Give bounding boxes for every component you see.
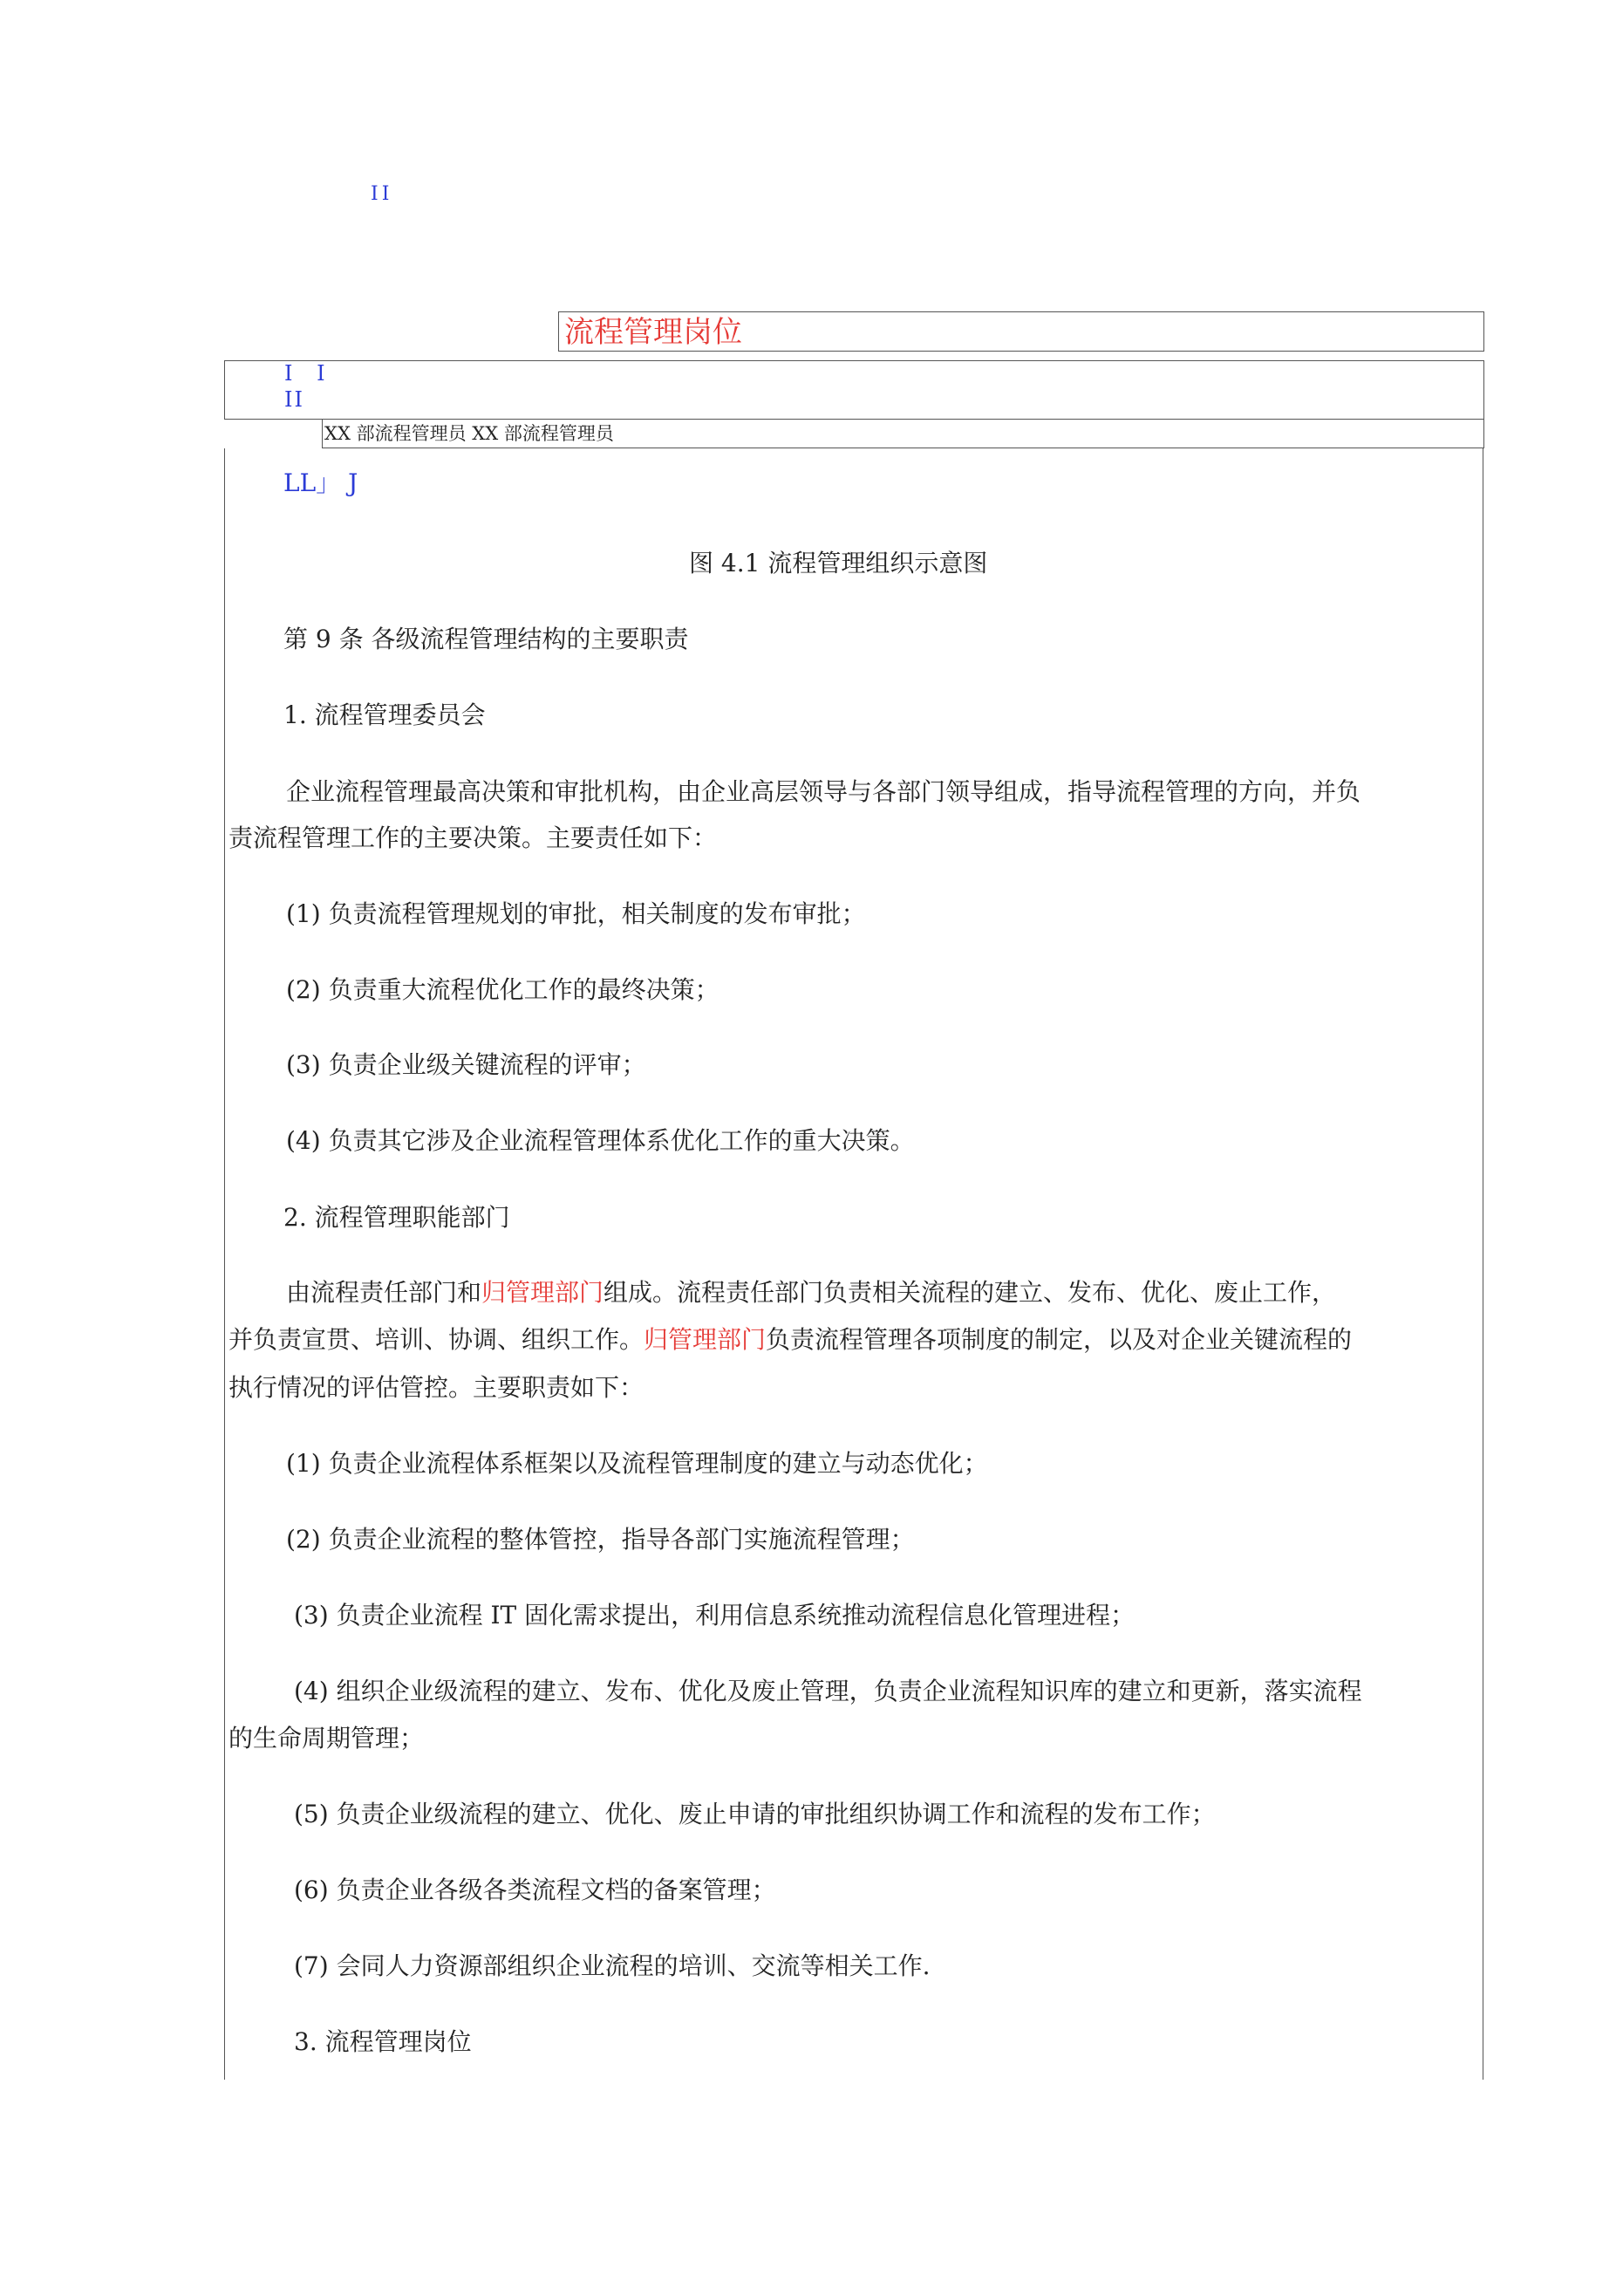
section2-p1-text-b: 组成。流程责任部门负责相关流程的建立、发布、优化、废止工作， xyxy=(604,1278,1337,1307)
section2-item-5: (5) 负责企业级流程的建立、优化、废止申请的审批组织协调工作和流程的发布工作； xyxy=(294,1800,1216,1828)
section2-p2-highlight: 归管理部门 xyxy=(644,1325,767,1354)
section2-para-line2 xyxy=(228,1315,1352,1364)
mark-line-1: I I xyxy=(284,361,334,386)
section1-item-4: (4) 负责其它涉及企业流程管理体系优化工作的重大决策。 xyxy=(286,1126,915,1155)
ll-mark: LL」 J xyxy=(283,468,358,497)
section2-p1-text-a: 由流程责任部门和 xyxy=(286,1278,482,1307)
section1-item-3: (3) 负责企业级关键流程的评审； xyxy=(286,1050,646,1079)
figure-caption: 图 4.1 流程管理组织示意图 xyxy=(689,549,988,577)
article-heading: 第 9 条 各级流程管理结构的主要职责 xyxy=(283,625,689,653)
section1-intro-line2: 责流程管理工作的主要决策。主要责任如下： xyxy=(228,823,718,852)
section2-item-4: (4) 组织企业级流程的建立、发布、优化及废止管理，负责企业流程知识库的建立和更新，落实流程 xyxy=(294,1677,1362,1705)
xx-row-text: XX 部流程管理员 XX 部流程管理员 xyxy=(324,423,614,444)
mark-row xyxy=(224,360,1484,420)
section2-item-4-cont: 的生命周期管理； xyxy=(228,1724,425,1753)
mark-line-2: II xyxy=(284,387,304,412)
top-mark: II xyxy=(371,183,393,205)
section1-heading: 1. 流程管理委员会 xyxy=(283,700,486,729)
section2-item-7: (7) 会同人力资源部组织企业流程的培训、交流等相关工作. xyxy=(294,1951,931,1980)
section2-item-3: (3) 负责企业流程 IT 固化需求提出，利用信息系统推动流程信息化管理进程； xyxy=(294,1601,1135,1630)
section2-heading: 2. 流程管理职能部门 xyxy=(283,1203,510,1232)
section2-p1-highlight: 归管理部门 xyxy=(481,1278,604,1307)
section1-intro-line1: 企业流程管理最高决策和审批机构，由企业高层领导与各部门领导组成，指导流程管理的方向，并负 xyxy=(286,777,1361,806)
section3-heading: 3. 流程管理岗位 xyxy=(294,2027,472,2056)
frame-left-border xyxy=(224,448,225,2080)
xx-row xyxy=(322,420,1484,448)
section2-para-line1 xyxy=(286,1268,1336,1317)
section2-p2-text-a: 并负责宣贯、培训、协调、组织工作。 xyxy=(228,1325,644,1354)
section2-p2-text-b: 负责流程管理各项制度的制定，以及对企业关键流程的 xyxy=(766,1325,1353,1354)
section2-item-2: (2) 负责企业流程的整体管控，指导各部门实施流程管理； xyxy=(286,1525,915,1554)
section1-item-2: (2) 负责重大流程优化工作的最终决策； xyxy=(286,975,719,1004)
section1-item-1: (1) 负责流程管理规划的审批，相关制度的发布审批； xyxy=(286,899,866,928)
title-box xyxy=(558,311,1484,352)
section2-item-1: (1) 负责企业流程体系框架以及流程管理制度的建立与动态优化； xyxy=(286,1449,988,1478)
section2-para-line3: 执行情况的评估管控。主要职责如下： xyxy=(228,1373,644,1402)
title-text: 流程管理岗位 xyxy=(564,315,742,350)
section2-item-6: (6) 负责企业各级各类流程文档的备案管理； xyxy=(294,1876,776,1904)
